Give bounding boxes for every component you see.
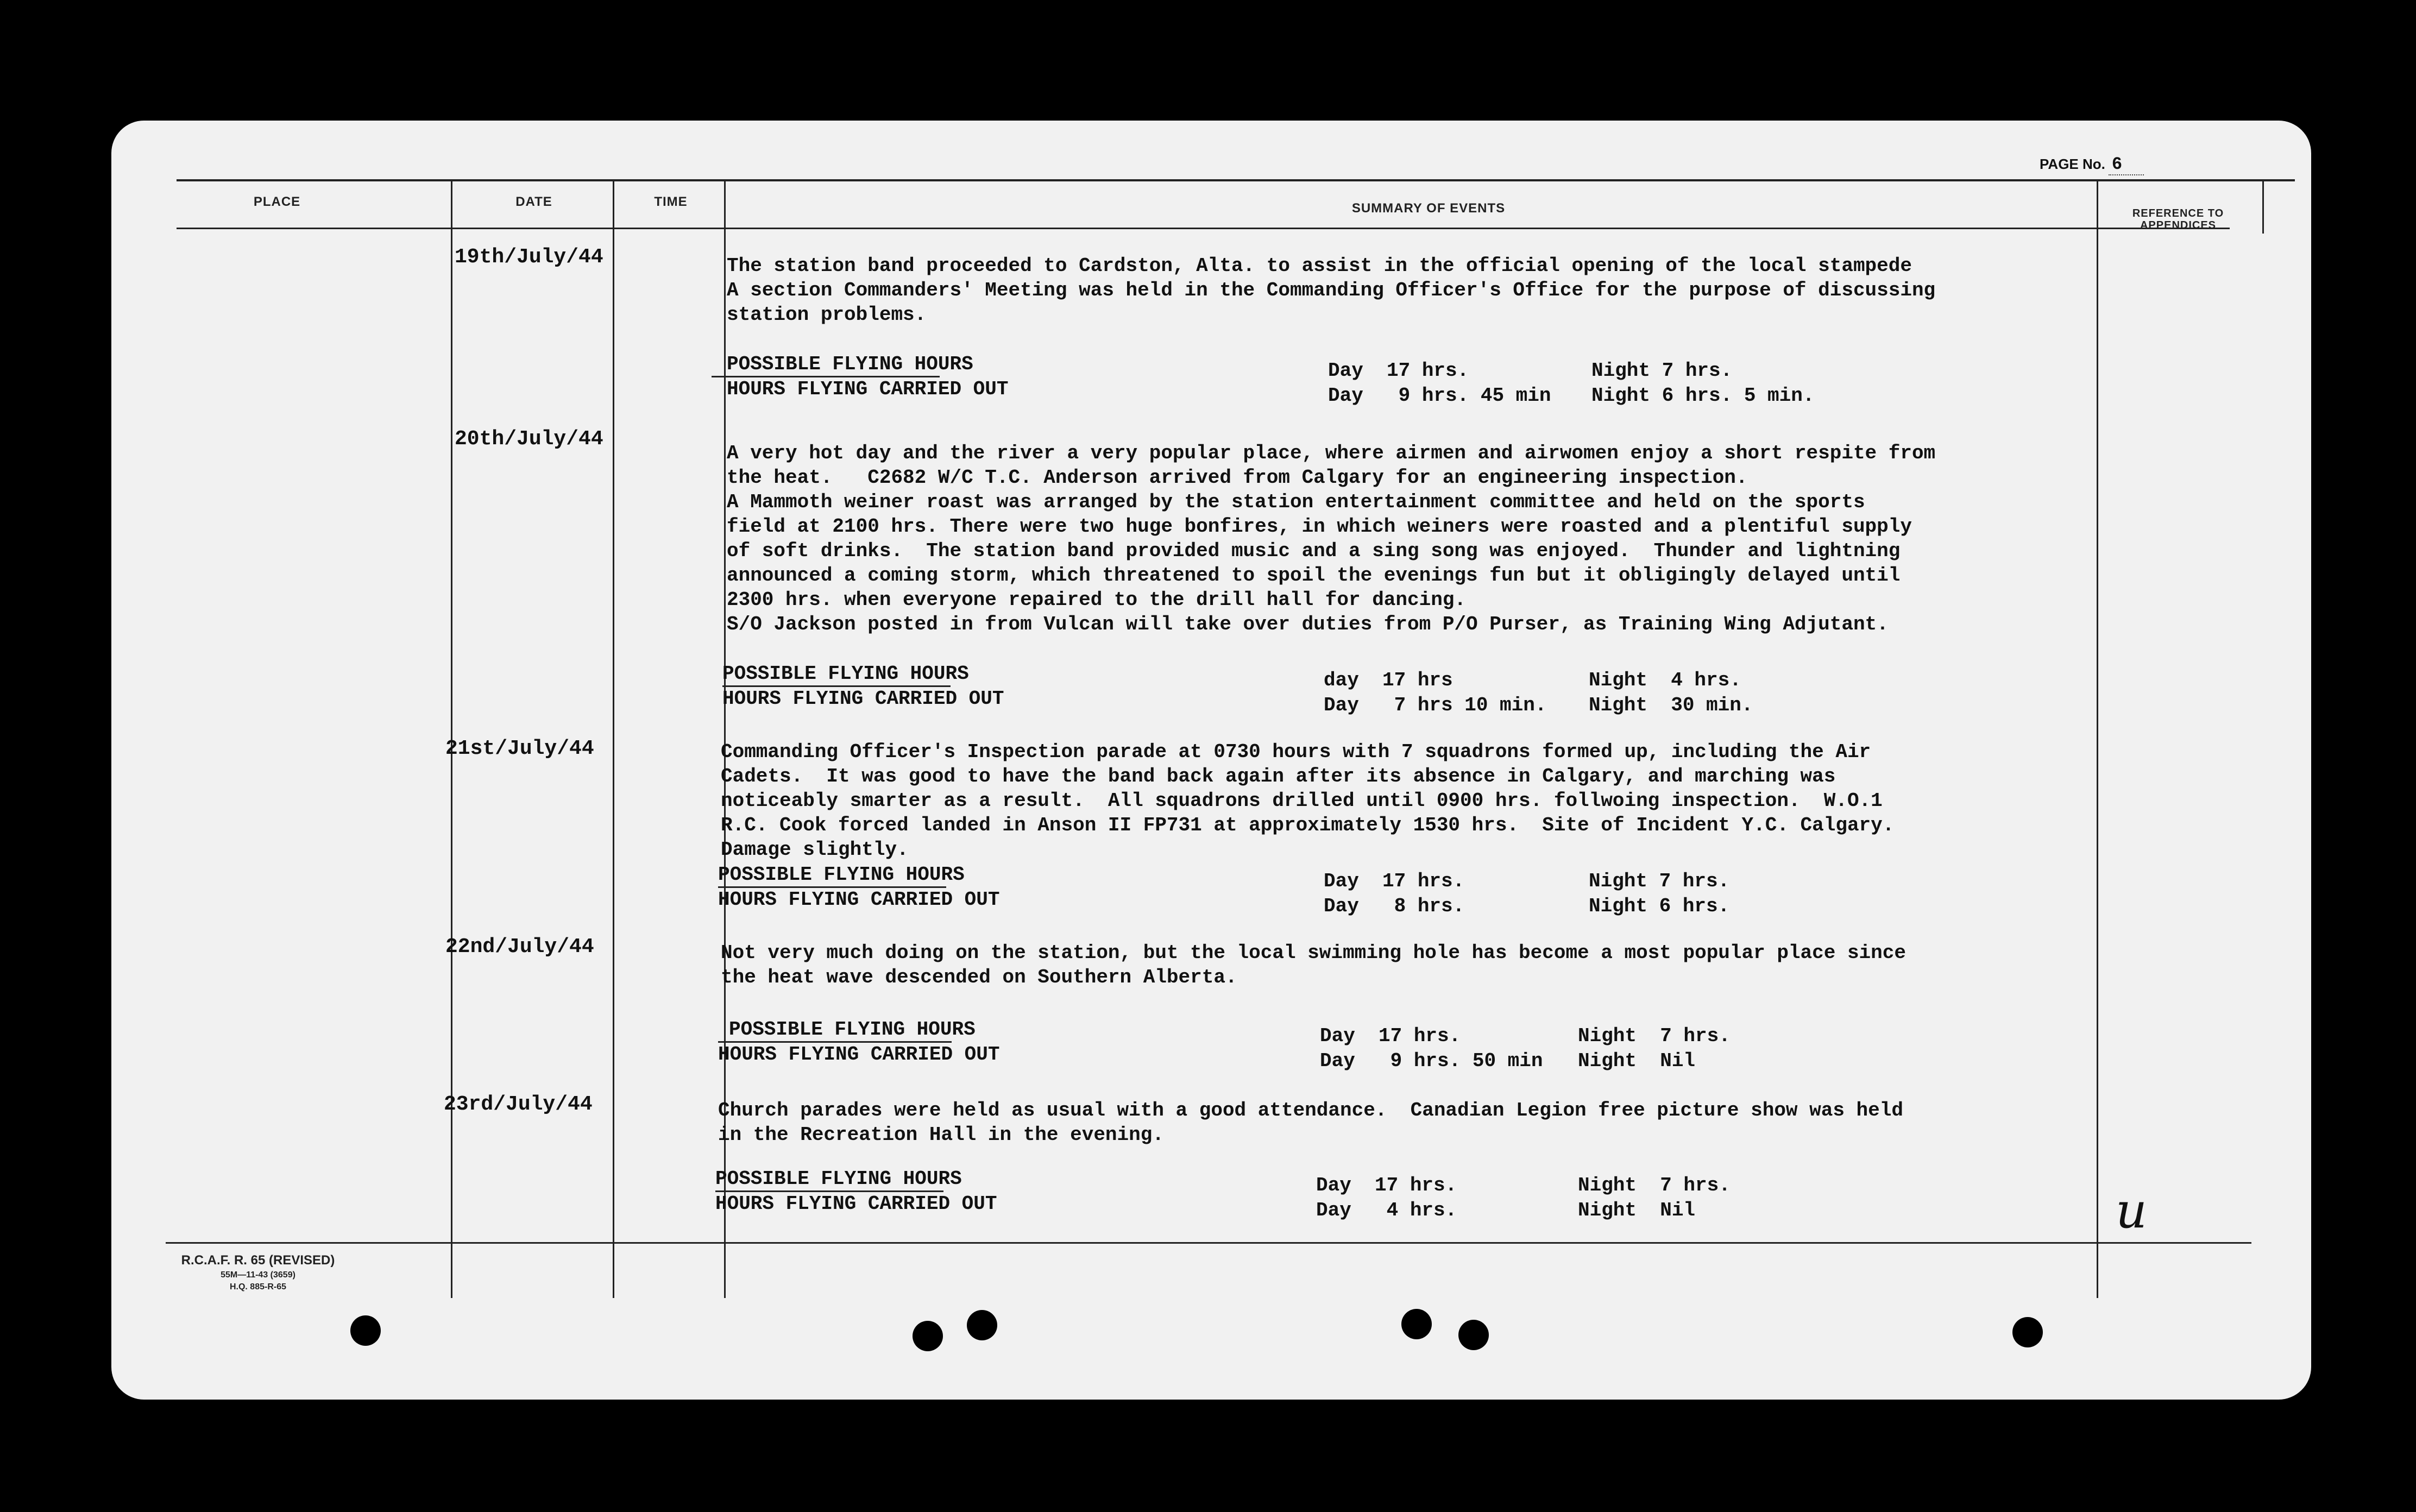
entry-date: 20th/July/44 xyxy=(455,427,603,451)
punch-hole xyxy=(350,1315,381,1346)
possible-night-value: Night 7 hrs. xyxy=(1591,360,1733,382)
footer-rule xyxy=(166,1242,2251,1244)
punch-hole xyxy=(2012,1317,2043,1347)
entry-summary-line: Church parades were held as usual with a good attendance. Canadian Legion free picture show was held xyxy=(718,1099,1903,1122)
entry-summary-line: Commanding Officer's Inspection parade at 0730 hours with 7 squadrons formed up, including the Air xyxy=(721,741,1871,763)
entry-summary-line: announced a coming storm, which threatened to spoil the evenings fun but it obligingly delayed until xyxy=(727,564,1901,587)
carried-day-value: Day 4 hrs. xyxy=(1316,1199,1457,1221)
form-id-line2: 55M—11-43 (3659) xyxy=(221,1270,295,1280)
possible-underline xyxy=(715,1190,943,1192)
possible-night-value: Night 7 hrs. xyxy=(1578,1174,1731,1196)
hours-carried-out-label: HOURS FLYING CARRIED OUT xyxy=(718,1043,1000,1066)
carried-night-value: Night 6 hrs. xyxy=(1589,895,1730,917)
possible-day-value: day 17 hrs xyxy=(1324,669,1453,691)
carried-day-value: Day 8 hrs. xyxy=(1324,895,1465,917)
possible-flying-hours-label: POSSIBLE FLYING HOURS xyxy=(729,1018,976,1041)
column-header-time: TIME xyxy=(654,194,688,209)
punch-hole xyxy=(1458,1320,1489,1350)
divider-summary-reference xyxy=(2097,179,2098,1298)
hours-carried-out-label: HOURS FLYING CARRIED OUT xyxy=(715,1193,997,1215)
possible-day-value: Day 17 hrs. xyxy=(1320,1025,1461,1047)
possible-flying-hours-label: POSSIBLE FLYING HOURS xyxy=(718,864,965,886)
possible-day-value: Day 17 hrs. xyxy=(1316,1174,1457,1196)
column-header-reference xyxy=(2099,207,2257,231)
entry-summary-line: A Mammoth weiner roast was arranged by the station entertainment committee and held on the sports xyxy=(727,491,1865,513)
entry-summary-line: in the Recreation Hall in the evening. xyxy=(718,1124,1164,1146)
column-header-summary: SUMMARY OF EVENTS xyxy=(1351,201,1506,216)
reference-header-line2: APPENDICES xyxy=(2140,219,2217,231)
entry-summary-line: S/O Jackson posted in from Vulcan will take over duties from P/O Purser, as Training Wing Adjutant. xyxy=(727,613,1889,635)
page-number: 6 xyxy=(2109,154,2144,175)
possible-underline xyxy=(712,376,940,377)
column-header-date: DATE xyxy=(515,194,552,209)
form-id-line3: H.Q. 885-R-65 xyxy=(229,1282,287,1292)
punch-hole xyxy=(1401,1309,1432,1339)
page-number-label xyxy=(2040,154,2144,174)
entry-summary-line: 2300 hrs. when everyone repaired to the drill hall for dancing. xyxy=(727,589,1467,611)
document-sheet xyxy=(111,121,2311,1400)
possible-night-value: Night 7 hrs. xyxy=(1578,1025,1731,1047)
divider-date-time xyxy=(613,179,614,1298)
entry-summary-line: of soft drinks. The station band provided music and a sing song was enjoyed. Thunder and lightning xyxy=(727,540,1901,562)
possible-flying-hours-label: POSSIBLE FLYING HOURS xyxy=(722,663,969,685)
header-bottom-rule xyxy=(177,228,2230,229)
form-id-line1: R.C.A.F. R. 65 (REVISED) xyxy=(181,1253,335,1268)
entry-summary-line: Not very much doing on the station, but the local swimming hole has become a most popular place since xyxy=(721,942,1906,964)
possible-night-value: Night 4 hrs. xyxy=(1589,669,1741,691)
form-identifier xyxy=(166,1253,350,1292)
header-top-rule xyxy=(177,179,2295,181)
reference-initial-mark: u xyxy=(2116,1182,2147,1239)
possible-underline xyxy=(718,886,946,888)
punch-hole xyxy=(967,1310,997,1340)
hours-carried-out-label: HOURS FLYING CARRIED OUT xyxy=(722,688,1004,710)
entry-summary-line: Damage slightly. xyxy=(721,839,909,861)
entry-summary-line: Cadets. It was good to have the band back again after its absence in Calgary, and marching was xyxy=(721,765,1836,788)
possible-night-value: Night 7 hrs. xyxy=(1589,870,1730,892)
entry-summary-line: A very hot day and the river a very popular place, where airmen and airwomen enjoy a short respite from xyxy=(727,442,1936,464)
carried-night-value: Night 6 hrs. 5 min. xyxy=(1591,385,1815,407)
possible-flying-hours-label: POSSIBLE FLYING HOURS xyxy=(727,353,973,375)
entry-date: 22nd/July/44 xyxy=(445,935,594,959)
page-label-text: PAGE No. xyxy=(2040,156,2105,172)
carried-day-value: Day 9 hrs. 45 min xyxy=(1328,385,1551,407)
entry-summary-line: the heat. C2682 W/C T.C. Anderson arrived from Calgary for an engineering inspection. xyxy=(727,467,1748,489)
entry-date: 19th/July/44 xyxy=(455,245,603,269)
possible-day-value: Day 17 hrs. xyxy=(1324,870,1465,892)
column-header-place: PLACE xyxy=(253,194,301,209)
carried-night-value: Night 30 min. xyxy=(1589,694,1753,716)
reference-header-line1: REFERENCE TO xyxy=(2132,207,2224,219)
divider-reference-right xyxy=(2262,179,2264,234)
carried-day-value: Day 9 hrs. 50 min xyxy=(1320,1050,1543,1072)
entry-summary-line: field at 2100 hrs. There were two huge bonfires, in which weiners were roasted and a plentiful supply xyxy=(727,515,1912,538)
entry-date: 23rd/July/44 xyxy=(444,1093,593,1116)
possible-underline xyxy=(718,1041,952,1043)
entry-summary-line: The station band proceeded to Cardston, Alta. to assist in the official opening of the local stampede xyxy=(727,255,1912,277)
hours-carried-out-label: HOURS FLYING CARRIED OUT xyxy=(718,889,1000,911)
punch-hole xyxy=(913,1321,943,1351)
hours-carried-out-label: HOURS FLYING CARRIED OUT xyxy=(727,378,1009,400)
possible-underline xyxy=(722,685,951,687)
possible-flying-hours-label: POSSIBLE FLYING HOURS xyxy=(715,1168,962,1190)
carried-night-value: Night Nil xyxy=(1578,1199,1696,1221)
carried-day-value: Day 7 hrs 10 min. xyxy=(1324,694,1547,716)
carried-night-value: Night Nil xyxy=(1578,1050,1696,1072)
entry-summary-line: the heat wave descended on Southern Alberta. xyxy=(721,966,1237,988)
entry-summary-line: noticeably smarter as a result. All squadrons drilled until 0900 hrs. follwoing inspection. W.O.1 xyxy=(721,790,1883,812)
entry-summary-line: station problems. xyxy=(727,304,927,326)
entry-summary-line: R.C. Cook forced landed in Anson II FP731 at approximately 1530 hrs. Site of Incident Y.C. Calgary. xyxy=(721,814,1895,836)
entry-summary-line: A section Commanders' Meeting was held in the Commanding Officer's Office for the purpose of discussing xyxy=(727,279,1936,301)
entry-date: 21st/July/44 xyxy=(445,737,594,760)
possible-day-value: Day 17 hrs. xyxy=(1328,360,1469,382)
